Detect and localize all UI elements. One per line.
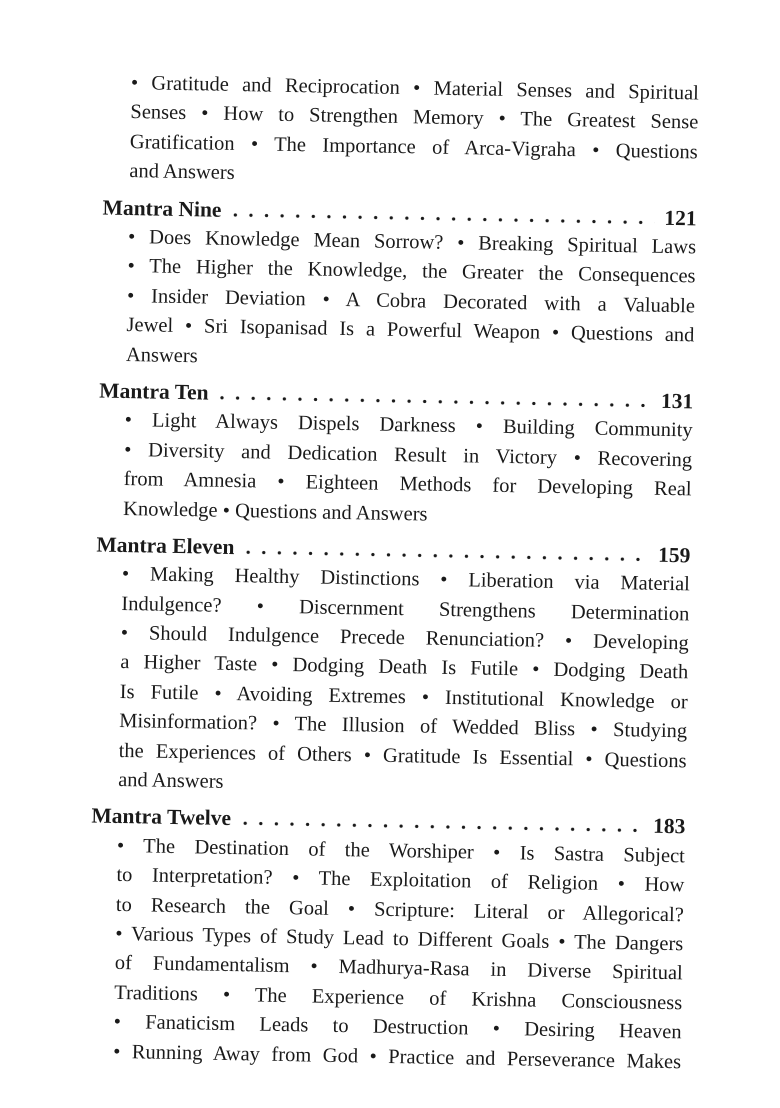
topic-line: Is Futile • Avoiding Extremes • Institutional Knowledge or xyxy=(119,680,688,714)
topic-line: Indulgence? • Discernment Strengthens Determination xyxy=(121,592,690,626)
dot-leader xyxy=(240,550,648,561)
topic-line: • The Higher the Knowledge, the Greater the Consequences xyxy=(127,255,696,288)
topic-line: Jewel • Sri Isopanisad Is a Powerful Weapon • Questions and xyxy=(126,314,695,347)
topic-line: • Diversity and Dedication Result in Victory • Recovering xyxy=(124,438,693,472)
topic-line: Gratification • The Importance of Arca-Vigraha • Questions xyxy=(129,130,698,164)
entry-page-number: 131 xyxy=(660,388,694,414)
topic-line: • Gratitude and Reciprocation • Material Senses and Spiritual xyxy=(130,72,700,105)
toc-page xyxy=(87,69,699,1078)
toc-entry xyxy=(87,802,686,1077)
topic-line: • The Destination of the Worshiper • Is Sastra Subject xyxy=(116,834,686,868)
entry-topics xyxy=(118,560,690,805)
entry-topics xyxy=(123,406,693,534)
topic-line: Answers xyxy=(125,343,198,367)
dot-leader xyxy=(214,396,650,408)
entry-title: Mantra Ten xyxy=(99,378,209,405)
toc-entry xyxy=(92,530,691,805)
dot-leader xyxy=(237,822,643,833)
entry-topics xyxy=(113,832,685,1077)
topic-line: • Insider Deviation • A Cobra Decorated with a Valuable xyxy=(126,284,696,318)
entry-page-number: 121 xyxy=(664,205,697,231)
topic-line: • Should Indulgence Precede Renunciation? • Developing xyxy=(120,622,689,655)
dot-leader xyxy=(227,212,654,224)
topic-line: • Light Always Dispels Darkness • Building Community xyxy=(124,409,693,442)
entry-page-number: 183 xyxy=(652,814,686,839)
topic-line: to Interpretation? • The Exploitation of Religion • How xyxy=(116,864,685,897)
topic-line: Knowledge • Questions and Answers xyxy=(122,497,428,526)
topic-line: of Fundamentalism • Madhurya-Rasa in Diverse Spiritual xyxy=(114,952,683,985)
intro-continuation xyxy=(129,69,699,197)
topic-line: to Research the Goal • Scripture: Literal or Allegorical? xyxy=(115,893,685,926)
topic-line: Misinformation? • The Illusion of Wedded Bliss • Studying xyxy=(119,710,688,743)
entry-title: Mantra Twelve xyxy=(91,803,232,831)
entry-title: Mantra Eleven xyxy=(96,532,235,559)
topic-line: • Fanaticism Leads to Destruction • Desiring Heaven xyxy=(113,1011,682,1044)
topic-line: and Answers xyxy=(129,160,235,185)
topic-line: a Higher Taste • Dodging Death Is Futile • Dodging Death xyxy=(120,651,689,684)
entry-topics xyxy=(126,223,697,380)
topic-line: and Answers xyxy=(117,768,224,793)
topic-line: • Various Types of Study Lead to Different Goals • The Dangers xyxy=(115,922,684,956)
entry-title: Mantra Nine xyxy=(102,195,222,222)
toc-entry xyxy=(97,376,694,534)
entry-page-number: 159 xyxy=(657,542,691,568)
topic-line: from Amnesia • Eighteen Methods for Developing Real xyxy=(123,468,692,501)
toc-entry xyxy=(100,193,697,380)
topic-line: Traditions • The Experience of Krishna Consciousness xyxy=(114,981,683,1015)
topic-line: • Running Away from God • Practice and Perseverance Makes xyxy=(113,1040,682,1073)
topic-line: • Does Knowledge Mean Sorrow? • Breaking Spiritual Laws xyxy=(127,226,697,259)
topic-line: the Experiences of Others • Gratitude Is Essential • Questions xyxy=(118,739,687,772)
topic-line: • Making Healthy Distinctions • Liberation via Material xyxy=(121,563,691,596)
topic-line: Senses • How to Strengthen Memory • The Greatest Sense xyxy=(130,101,699,134)
